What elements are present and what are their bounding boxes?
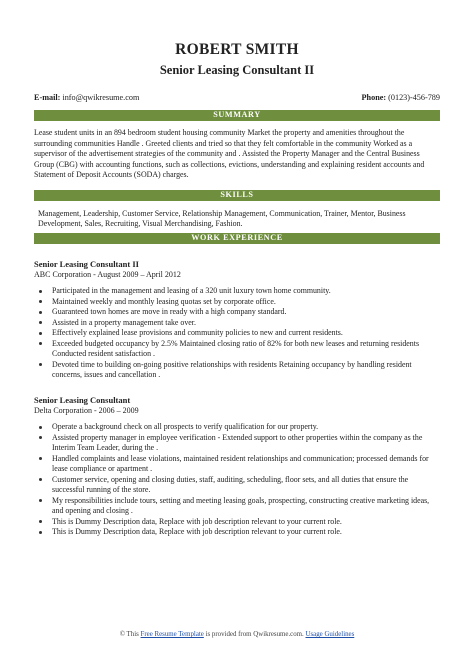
copyright-icon: ©: [119, 631, 125, 638]
phone-block: [362, 92, 440, 103]
duty-item: Guaranteed town homes are move in ready with a high company standard.: [34, 307, 440, 318]
summary-divider: [34, 120, 440, 121]
duty-item: Effectively explained lease provisions and community policies to new and current residents.: [34, 328, 440, 339]
email-label: E-mail:: [34, 93, 61, 102]
duty-item: This is Dummy Description data, Replace with job description relevant to your current role.: [34, 527, 440, 538]
duty-item: Maintained weekly and monthly leasing quotas set by corporate office.: [34, 297, 440, 308]
duty-item: Customer service, opening and closing duties, staff, auditing, scheduling, floor sets, and all duties that ensure the successful running of the store.: [34, 475, 440, 496]
job-title: Senior Leasing Consultant: [34, 394, 131, 405]
summary-heading: SUMMARY: [34, 110, 440, 120]
job-company-dates: ABC Corporation - August 2009 – April 2012: [34, 269, 181, 279]
duty-item: Handled complaints and lease violations, maintained resident relationships and communication; processed demands for lease compliance or apartment .: [34, 454, 440, 475]
duty-item: My responsibilities include tours, setting and meeting leasing goals, prospecting, constructing creative marketing ideas, and opening and closing .: [34, 496, 440, 517]
duty-list: [34, 286, 440, 381]
duty-item: Participated in the management and leasing of a 320 unit luxury town home community.: [34, 286, 440, 297]
job-title: Senior Leasing Consultant II: [34, 258, 139, 269]
phone-value: (0123)-456-789: [388, 93, 440, 102]
candidate-name: ROBERT SMITH: [175, 41, 299, 58]
duty-item: Assisted in a property management take over.: [34, 318, 440, 329]
candidate-title: Senior Leasing Consultant II: [159, 63, 315, 77]
duty-item: Assisted property manager in employee verification - Extended support to other properties within the company as the Interim Team Leader, during the .: [34, 433, 440, 454]
footer-text-provided: is provided from Qwikresume.com.: [205, 631, 304, 638]
email-value[interactable]: info@qwikresume.com: [62, 93, 140, 102]
work-experience-heading: WORK EXPERIENCE: [34, 233, 440, 243]
usage-guidelines-link[interactable]: Usage Guidelines: [305, 631, 355, 638]
summary-text: Lease student units in an 894 bedroom student housing community Market the property and amenities throughout the surrounding communities Handle . Greeted clients and tried so that they felt comfortable in the community Worked as a supervisor of the advertisement strategies of the community and . Assisted the Property Manager and the Central Business Group (CBG) with accounting functions, such as collections, evictions, understanding and explaining resident accounts and Statement of Deposit Accounts (SODA) charges.: [34, 128, 425, 179]
skills-text: Management, Leadership, Customer Service, Relationship Management, Communication, Trainer, Mentor, Business Development, Sales, Recruiting, Visual Merchandising, Fashion.: [38, 208, 406, 228]
duty-item: Exceeded budgeted occupancy by 2.5% Maintained closing ratio of 82% for both new leases and returning residents Conducted resident satisfaction .: [34, 339, 440, 360]
job-entry: [34, 259, 440, 381]
job-company-dates: Delta Corporation - 2006 – 2009: [34, 405, 139, 415]
free-resume-template-link[interactable]: Free Resume Template: [140, 631, 204, 638]
skills-heading: SKILLS: [34, 190, 440, 200]
duty-item: Devoted time to building on-going positive relationships with residents Retaining occupancy by handling resident concerns, issues and cancellation .: [34, 360, 440, 381]
footer-text-this: This: [126, 631, 139, 638]
duty-item: This is Dummy Description data, Replace with job description relevant to your current role.: [34, 517, 440, 528]
footer: [0, 631, 474, 638]
duty-item: Operate a background check on all prospects to verify qualification for our property.: [34, 422, 440, 433]
phone-label: Phone:: [361, 93, 387, 102]
contact-row: [34, 92, 440, 103]
email-block: [34, 92, 139, 103]
work-divider: [34, 243, 440, 244]
duty-list: [34, 422, 440, 538]
skills-divider: [34, 200, 440, 201]
job-entry: [34, 395, 440, 538]
